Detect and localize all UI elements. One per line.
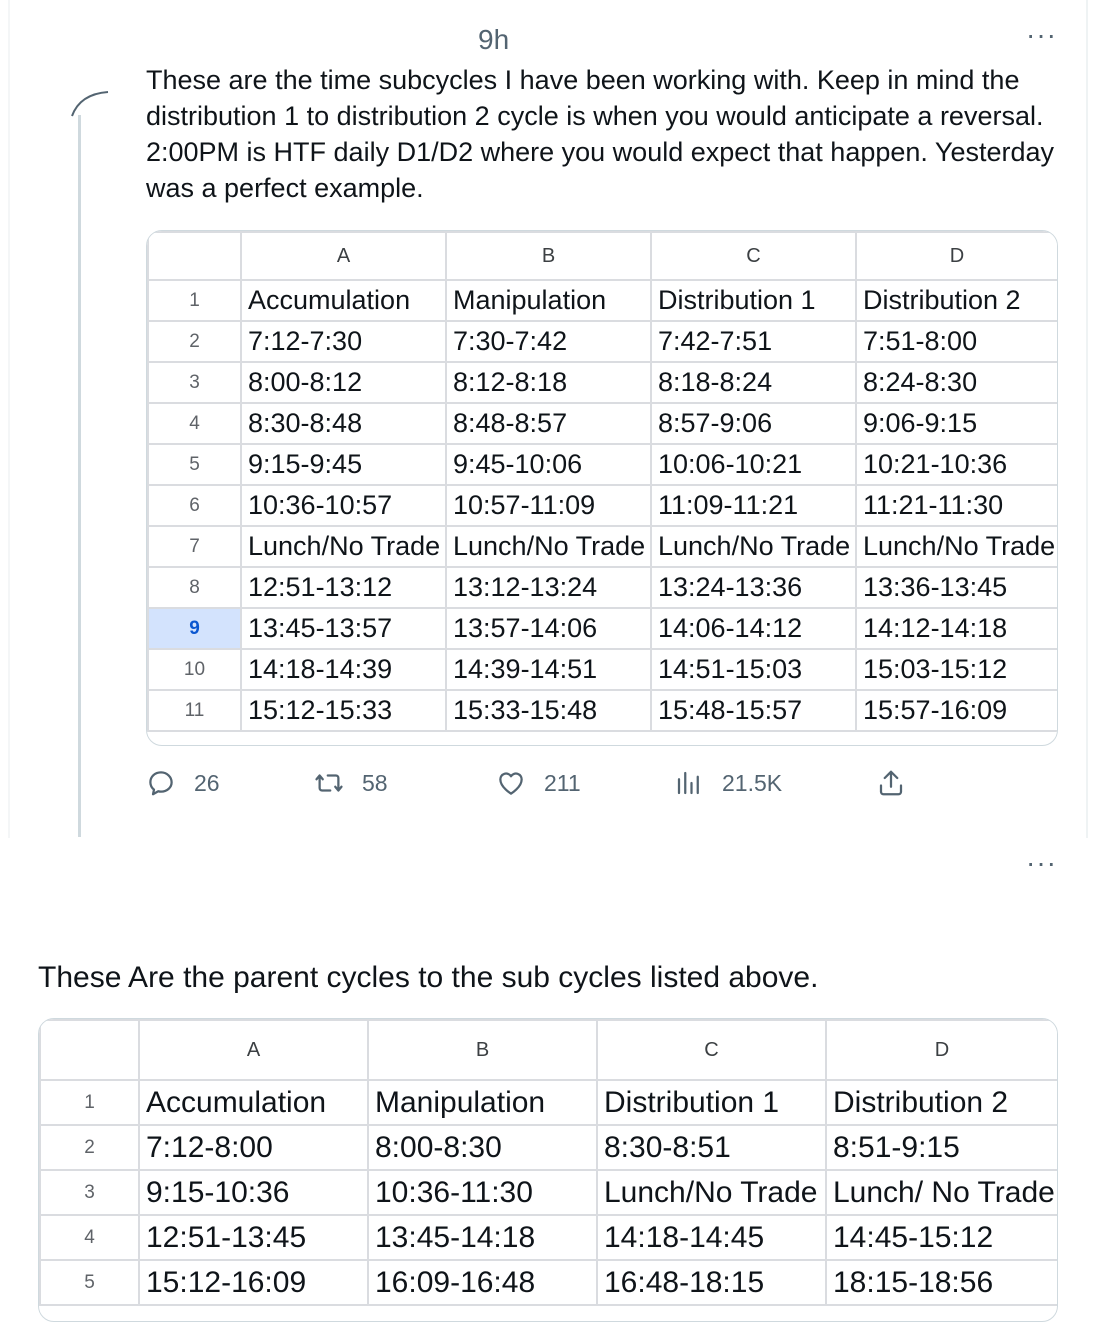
table-cell: 8:24-8:30 — [856, 362, 1058, 403]
table-row-selected — [148, 608, 1058, 649]
row-number: 10 — [148, 649, 241, 690]
table-cell: 9:15-10:36 — [139, 1170, 368, 1215]
column-header: C — [651, 232, 856, 280]
table-row — [148, 362, 1058, 403]
row-number: 8 — [148, 567, 241, 608]
table-cell: 15:33-15:48 — [446, 690, 651, 731]
table-cell: Distribution 2 — [826, 1080, 1058, 1125]
table-cell: Distribution 2 — [856, 280, 1058, 321]
reply-count: 26 — [194, 769, 220, 796]
table-cell: 10:06-10:21 — [651, 444, 856, 485]
like-button[interactable] — [496, 768, 581, 798]
table-cell: 16:09-16:48 — [368, 1260, 597, 1305]
table-cell: 8:51-9:15 — [826, 1125, 1058, 1170]
table-cell: 14:12-14:18 — [856, 608, 1058, 649]
table-cell: 10:57-11:09 — [446, 485, 651, 526]
table-cell: 14:06-14:12 — [651, 608, 856, 649]
table-cell: 14:18-14:45 — [597, 1215, 826, 1260]
column-header: B — [446, 232, 651, 280]
table-cell: Accumulation — [241, 280, 446, 321]
tweet-timestamp[interactable]: 9h — [478, 24, 510, 55]
table-cell: Distribution 1 — [651, 280, 856, 321]
row-number: 6 — [148, 485, 241, 526]
table-cell: 9:06-9:15 — [856, 403, 1058, 444]
table-cell: Accumulation — [139, 1080, 368, 1125]
thread-edge-left — [8, 0, 10, 838]
table-row — [40, 1215, 1058, 1260]
views-button[interactable] — [674, 768, 782, 798]
table-row — [148, 649, 1058, 690]
table-row — [148, 403, 1058, 444]
table-cell: 13:36-13:45 — [856, 567, 1058, 608]
table-row — [148, 444, 1058, 485]
column-header: A — [241, 232, 446, 280]
table-cell: Lunch/ No Trade — [826, 1170, 1058, 1215]
parent-cycles-table — [39, 1019, 1058, 1306]
table-cell: 7:12-8:00 — [139, 1125, 368, 1170]
row-number: 11 — [148, 690, 241, 731]
table-cell: 8:18-8:24 — [651, 362, 856, 403]
table-cell: Distribution 1 — [597, 1080, 826, 1125]
corner-cell — [40, 1020, 139, 1080]
column-header: D — [856, 232, 1058, 280]
more-options-icon[interactable]: ··· — [1026, 847, 1057, 878]
table-row — [40, 1080, 1058, 1125]
reply-button[interactable] — [146, 768, 220, 798]
views-chart-icon — [674, 768, 704, 798]
tweet-actions-bar — [146, 768, 926, 808]
column-header-row — [40, 1020, 1058, 1080]
table-cell: 8:57-9:06 — [651, 403, 856, 444]
table-cell: Lunch/No Trade — [597, 1170, 826, 1215]
tweet-text: These are the time subcycles I have been working with. Keep in mind the distribution 1 to distribution 2 cycle is when you would anticipate a reversal. 2:00PM is HTF daily D1/D2 where you would expect that happen. Yesterday was a perfect example. — [146, 65, 1055, 203]
table-row — [148, 280, 1058, 321]
column-header: D — [826, 1020, 1058, 1080]
repost-count: 58 — [362, 769, 388, 796]
thread-edge-right — [1086, 0, 1088, 838]
row-number: 1 — [148, 280, 241, 321]
table-cell: Lunch/No Trade — [446, 526, 651, 567]
share-button[interactable] — [876, 768, 924, 798]
table-cell: 8:00-8:12 — [241, 362, 446, 403]
table-cell: Lunch/No Trade — [651, 526, 856, 567]
table-cell: 9:15-9:45 — [241, 444, 446, 485]
view-count: 21.5K — [722, 769, 783, 796]
column-header: B — [368, 1020, 597, 1080]
table-cell: 15:12-15:33 — [241, 690, 446, 731]
heart-icon — [496, 768, 526, 798]
like-count: 211 — [544, 769, 581, 796]
table-cell: 10:36-11:30 — [368, 1170, 597, 1215]
column-header: A — [139, 1020, 368, 1080]
repost-icon — [314, 768, 344, 798]
table-cell: 15:57-16:09 — [856, 690, 1058, 731]
table-cell: 8:30-8:51 — [597, 1125, 826, 1170]
table-cell: 8:48-8:57 — [446, 403, 651, 444]
table-cell: 11:21-11:30 — [856, 485, 1058, 526]
table-cell: 10:36-10:57 — [241, 485, 446, 526]
table-cell: 13:12-13:24 — [446, 567, 651, 608]
table-cell: 15:03-15:12 — [856, 649, 1058, 690]
row-number: 2 — [40, 1125, 139, 1170]
table-row — [148, 321, 1058, 362]
table-cell: 12:51-13:45 — [139, 1215, 368, 1260]
row-number-selected: 9 — [148, 608, 241, 649]
share-icon — [876, 768, 906, 798]
table-cell: 7:30-7:42 — [446, 321, 651, 362]
column-header-row — [148, 232, 1058, 280]
row-number: 3 — [40, 1170, 139, 1215]
table-cell: 11:09-11:21 — [651, 485, 856, 526]
row-number: 7 — [148, 526, 241, 567]
table-cell: 14:39-14:51 — [446, 649, 651, 690]
table-cell: Manipulation — [368, 1080, 597, 1125]
table-cell: 16:48-18:15 — [597, 1260, 826, 1305]
table-cell: Lunch/No Trade — [856, 526, 1058, 567]
table-cell: 12:51-13:12 — [241, 567, 446, 608]
table-cell: 10:21-10:36 — [856, 444, 1058, 485]
table-cell: 14:18-14:39 — [241, 649, 446, 690]
table-cell: 14:51-15:03 — [651, 649, 856, 690]
table-row — [40, 1125, 1058, 1170]
row-number: 1 — [40, 1080, 139, 1125]
thread-connector-line — [78, 115, 81, 837]
reply-icon — [146, 768, 176, 798]
table-cell: Manipulation — [446, 280, 651, 321]
row-number: 3 — [148, 362, 241, 403]
subcycles-table — [147, 231, 1058, 732]
repost-button[interactable] — [314, 768, 388, 798]
row-number: 5 — [148, 444, 241, 485]
table-cell: 13:45-13:57 — [241, 608, 446, 649]
table-cell: 13:45-14:18 — [368, 1215, 597, 1260]
table-cell: 13:24-13:36 — [651, 567, 856, 608]
table-cell: 7:51-8:00 — [856, 321, 1058, 362]
table-row — [40, 1170, 1058, 1215]
table-cell: 13:57-14:06 — [446, 608, 651, 649]
table-cell: 7:12-7:30 — [241, 321, 446, 362]
table-cell: 8:12-8:18 — [446, 362, 651, 403]
spreadsheet-image[interactable] — [38, 1018, 1058, 1322]
table-row — [148, 485, 1058, 526]
row-number: 2 — [148, 321, 241, 362]
corner-cell — [148, 232, 241, 280]
row-number: 5 — [40, 1260, 139, 1305]
table-cell: 9:45-10:06 — [446, 444, 651, 485]
thread-curve-icon — [70, 88, 110, 118]
tweet-text: These Are the parent cycles to the sub cycles listed above. — [38, 961, 819, 994]
row-number: 4 — [40, 1215, 139, 1260]
table-row — [40, 1260, 1058, 1305]
spreadsheet-image[interactable] — [146, 230, 1058, 746]
table-cell: 7:42-7:51 — [651, 321, 856, 362]
row-number: 4 — [148, 403, 241, 444]
table-cell: 15:12-16:09 — [139, 1260, 368, 1305]
more-options-icon[interactable]: ··· — [1026, 19, 1057, 50]
table-cell: Lunch/No Trade — [241, 526, 446, 567]
table-row — [148, 526, 1058, 567]
table-row — [148, 690, 1058, 731]
table-cell: 8:30-8:48 — [241, 403, 446, 444]
column-header: C — [597, 1020, 826, 1080]
table-cell: 8:00-8:30 — [368, 1125, 597, 1170]
table-row — [148, 567, 1058, 608]
table-cell: 18:15-18:56 — [826, 1260, 1058, 1305]
table-cell: 14:45-15:12 — [826, 1215, 1058, 1260]
table-cell: 15:48-15:57 — [651, 690, 856, 731]
